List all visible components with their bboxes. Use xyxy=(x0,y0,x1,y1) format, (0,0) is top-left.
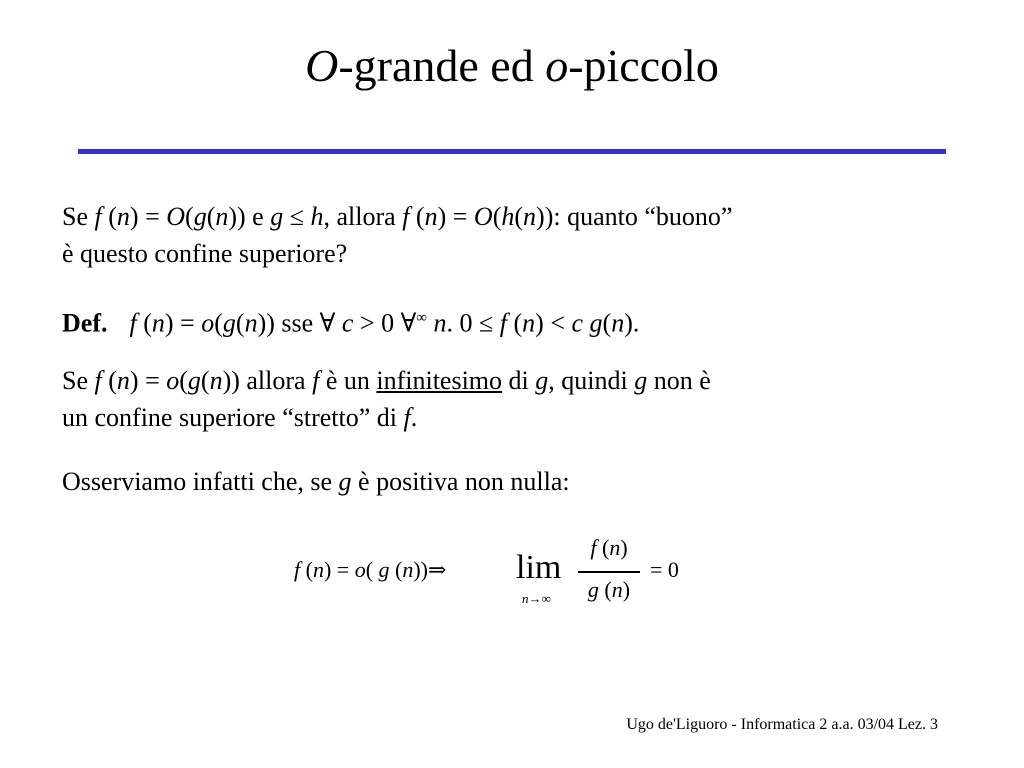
text: ( xyxy=(214,308,223,338)
text: Osserviamo infatti che, se xyxy=(62,467,339,496)
text: c xyxy=(341,308,354,338)
text: o xyxy=(166,366,180,395)
fraction-denominator xyxy=(578,577,640,603)
text: ∞ xyxy=(416,310,427,326)
text: ( xyxy=(101,366,117,395)
text: , quindi xyxy=(548,366,635,395)
text: f xyxy=(294,557,301,582)
title-big-o: O xyxy=(305,40,339,91)
text: g xyxy=(338,467,352,496)
text: ( xyxy=(185,202,194,231)
formula-right-side: = 0 xyxy=(650,557,679,582)
fraction-bar xyxy=(578,571,640,573)
text: O xyxy=(473,202,493,231)
text: g xyxy=(587,577,599,602)
text: ( xyxy=(514,202,524,231)
text: ) = xyxy=(323,557,355,582)
text: g xyxy=(589,308,603,338)
text: ) = xyxy=(129,366,167,395)
text: n xyxy=(522,591,529,606)
text: ( xyxy=(300,557,313,582)
text: . xyxy=(410,403,418,432)
text: ) = xyxy=(164,308,202,338)
text: ( xyxy=(409,202,425,231)
text: ) = xyxy=(437,202,474,231)
text: )) xyxy=(413,557,428,582)
title-end: -piccolo xyxy=(568,40,719,91)
text: n xyxy=(244,308,258,338)
text: ( xyxy=(365,557,379,582)
text: n xyxy=(312,557,324,582)
text: g xyxy=(634,366,648,395)
text: f xyxy=(94,366,102,395)
text: n xyxy=(522,308,536,338)
text: o xyxy=(201,308,215,338)
text: . 0 ≤ xyxy=(446,308,500,338)
limit-operator: lim xyxy=(516,549,562,586)
text: ( xyxy=(200,366,210,395)
text: ) xyxy=(622,577,631,602)
text: , allora xyxy=(323,202,403,231)
text: > 0 ∀ xyxy=(353,308,417,338)
text: n xyxy=(116,202,130,231)
title-middle: -grande ed xyxy=(338,40,546,91)
paragraph-definition xyxy=(62,300,962,342)
formula-left-side xyxy=(294,557,446,583)
text: f xyxy=(312,366,320,395)
text: n xyxy=(611,577,623,602)
text: ≤ xyxy=(283,202,311,231)
text: ( xyxy=(506,308,523,338)
text: h xyxy=(310,202,324,231)
text: ) xyxy=(620,535,628,560)
paragraph-upper-bound-question xyxy=(62,198,962,272)
text: n xyxy=(424,202,438,231)
text: o xyxy=(354,557,366,582)
implies-symbol: ⇒ xyxy=(428,557,447,582)
text: g xyxy=(222,308,236,338)
text: f xyxy=(402,202,410,231)
text: ( xyxy=(206,202,216,231)
text: ( xyxy=(136,308,152,338)
text: g xyxy=(378,557,390,582)
text: )) sse ∀ xyxy=(257,308,342,338)
text: n xyxy=(609,535,621,560)
text: c xyxy=(571,308,584,338)
text: ( xyxy=(492,202,502,231)
text: n xyxy=(215,202,229,231)
limit-subscript xyxy=(522,591,551,607)
text: ) < xyxy=(535,308,572,338)
text: un confine superiore “stretto” di xyxy=(62,403,404,432)
limit-formula xyxy=(0,535,1024,615)
text: g xyxy=(193,202,207,231)
text: ( xyxy=(602,308,612,338)
text: n xyxy=(116,366,130,395)
fraction-numerator xyxy=(578,535,640,561)
text: n xyxy=(151,308,165,338)
slide-title xyxy=(0,38,1024,94)
text: f xyxy=(403,403,411,432)
text: n xyxy=(523,202,537,231)
text: ) = xyxy=(129,202,167,231)
text: n xyxy=(611,308,625,338)
text: ( xyxy=(235,308,245,338)
slide-footer: Ugo de'Liguoro - Informatica 2 a.a. 03/04 Lez. 3 xyxy=(626,716,938,733)
text: f xyxy=(94,202,102,231)
definition-label: Def. xyxy=(62,308,108,338)
text: g xyxy=(187,366,201,395)
text: ). xyxy=(624,308,640,338)
text: g xyxy=(270,202,284,231)
text: f xyxy=(129,308,137,338)
text: f xyxy=(590,535,597,560)
text: n xyxy=(402,557,414,582)
text: ( xyxy=(389,557,403,582)
text: h xyxy=(501,202,515,231)
text: g xyxy=(535,366,549,395)
text: è positiva non nulla: xyxy=(351,467,570,496)
text: non è xyxy=(647,366,711,395)
title-little-o: o xyxy=(545,40,569,91)
text: n xyxy=(209,366,223,395)
text: Se xyxy=(62,366,95,395)
text: ( xyxy=(598,577,612,602)
text: ( xyxy=(101,202,117,231)
paragraph-observation xyxy=(62,463,962,500)
text: è questo confine superiore? xyxy=(62,239,348,268)
text: Se xyxy=(62,202,95,231)
text: è un xyxy=(319,366,377,395)
text: ( xyxy=(179,366,188,395)
underlined-term: infinitesimo xyxy=(376,366,503,395)
paragraph-infinitesimal xyxy=(62,362,962,436)
text: )): quanto “buono” xyxy=(536,202,733,231)
text: f xyxy=(499,308,507,338)
text: di xyxy=(502,366,536,395)
text: →∞ xyxy=(528,591,551,606)
text: )) e xyxy=(228,202,271,231)
text: ( xyxy=(596,535,610,560)
text: )) allora xyxy=(222,366,313,395)
text: n xyxy=(433,308,447,338)
text: O xyxy=(166,202,186,231)
title-divider xyxy=(78,149,946,154)
